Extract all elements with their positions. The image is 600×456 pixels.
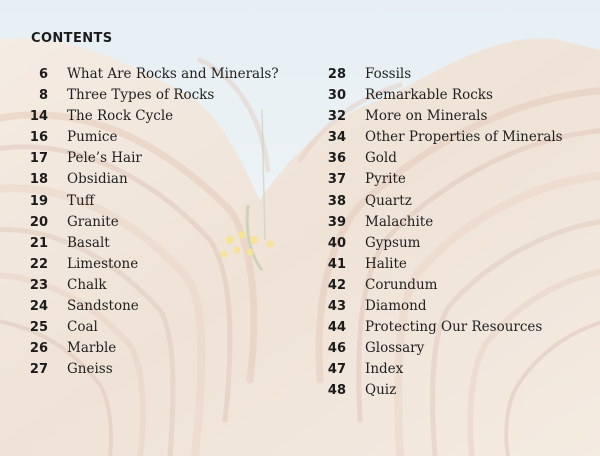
- toc-entry-title: Diamond: [365, 298, 427, 315]
- toc-entry: [322, 191, 563, 212]
- toc-page-number: 28: [327, 67, 346, 82]
- toc-page-number: 42: [327, 277, 346, 293]
- toc-page-number: 37: [327, 172, 346, 188]
- toc-entry: [24, 106, 279, 127]
- toc-entry: [322, 169, 563, 190]
- toc-entry: [24, 254, 279, 275]
- toc-entry-title: Pyrite: [365, 171, 406, 188]
- toc-entry-title: Protecting Our Resources: [365, 319, 543, 336]
- toc-entry-title: Coal: [67, 319, 98, 336]
- toc-page-number: 34: [327, 130, 346, 146]
- toc-entry: [322, 380, 563, 401]
- toc-entry: [322, 233, 563, 254]
- toc-entry-title: Quiz: [365, 382, 397, 399]
- toc-entry-title: Pumice: [67, 129, 118, 146]
- toc-entry: [24, 275, 279, 296]
- toc-entry: [24, 338, 279, 359]
- toc-entry: [24, 64, 279, 85]
- toc-entry: [24, 127, 279, 148]
- toc-page-number: 32: [327, 109, 346, 125]
- toc-entry-title: Gneiss: [67, 361, 113, 378]
- toc-entry: [24, 359, 279, 380]
- toc-entry-title: The Rock Cycle: [67, 108, 174, 125]
- toc-page-number: 20: [29, 214, 48, 230]
- toc-entry-title: Granite: [67, 213, 119, 230]
- contents-heading: CONTENTS: [31, 31, 113, 46]
- toc-entry: [322, 127, 563, 148]
- toc-entry-title: Sandstone: [67, 298, 139, 315]
- toc-page-number: 23: [29, 277, 48, 293]
- toc-page-number: 39: [327, 214, 346, 230]
- toc-page-number: 25: [29, 320, 48, 336]
- toc-entry: [24, 233, 279, 254]
- toc-page-number: 26: [29, 341, 48, 357]
- toc-page-number: 43: [327, 299, 346, 315]
- toc-page-number: 36: [327, 151, 346, 167]
- toc-entry-title: Index: [365, 361, 404, 378]
- toc-entry: [322, 359, 563, 380]
- toc-entry-title: Quartz: [365, 192, 412, 209]
- toc-entry-title: What Are Rocks and Minerals?: [67, 66, 279, 82]
- toc-entry-title: Basalt: [67, 234, 110, 251]
- toc-entry-title: Other Properties of Minerals: [365, 129, 563, 146]
- toc-entry-title: Three Types of Rocks: [67, 87, 215, 104]
- toc-page-number: 16: [29, 130, 48, 146]
- toc-entry: [322, 85, 563, 106]
- toc-page-number: 30: [327, 88, 346, 104]
- toc-page-number: 46: [327, 341, 346, 357]
- toc-entry-title: Tuff: [67, 192, 95, 209]
- toc-entry: [24, 317, 279, 338]
- toc-entry: [24, 191, 279, 212]
- toc-page-number: 14: [29, 109, 48, 125]
- toc-entry-title: Malachite: [365, 213, 434, 230]
- toc-entry-title: Glossary: [365, 340, 425, 357]
- toc-page-number: 6: [38, 67, 48, 82]
- toc-entry: [322, 106, 563, 127]
- toc-page-number: 38: [327, 193, 346, 209]
- toc-page-number: 21: [29, 235, 48, 251]
- toc-entry-title: Halite: [365, 255, 407, 272]
- toc-entry: [322, 338, 563, 359]
- toc-entry: [322, 148, 563, 169]
- toc-page-number: 47: [327, 362, 346, 378]
- toc-entry: [24, 148, 279, 169]
- toc-entry: [322, 296, 563, 317]
- toc-entry-title: Obsidian: [67, 171, 128, 188]
- toc-entry: [322, 212, 563, 233]
- toc-page-number: 40: [327, 235, 346, 251]
- toc-page-number: 41: [327, 256, 346, 272]
- toc-entry-title: Limestone: [67, 255, 139, 272]
- toc-entry: [24, 85, 279, 106]
- toc-page-number: 48: [327, 383, 346, 399]
- toc-page-number: 24: [29, 299, 48, 315]
- toc-page-number: 22: [29, 256, 48, 272]
- toc-entry-title: Remarkable Rocks: [365, 87, 493, 104]
- toc-entry-title: More on Minerals: [365, 108, 488, 125]
- toc-entry: [322, 64, 563, 85]
- toc-page-number: 44: [327, 320, 346, 336]
- toc-entry-title: Marble: [67, 340, 117, 357]
- toc-right-column: [322, 64, 563, 402]
- toc-entry: [322, 275, 563, 296]
- toc-entry-title: Chalk: [67, 276, 107, 293]
- toc-entry-title: Pele’s Hair: [67, 150, 142, 167]
- toc-page-number: 8: [38, 88, 48, 104]
- toc-entry: [322, 254, 563, 275]
- toc-page-number: 19: [29, 193, 48, 209]
- toc-entry: [24, 296, 279, 317]
- toc-page-number: 17: [29, 151, 48, 167]
- toc-entry-title: Corundum: [365, 276, 438, 293]
- toc-entry: [24, 212, 279, 233]
- toc-page-number: 18: [29, 172, 48, 188]
- toc-entry: [24, 169, 279, 190]
- toc-page-number: 27: [29, 362, 48, 378]
- toc-entry-title: Gold: [365, 150, 397, 167]
- toc-entry-title: Gypsum: [365, 234, 421, 251]
- toc-entry: [322, 317, 563, 338]
- toc-entry-title: Fossils: [365, 66, 412, 82]
- toc-left-column: [24, 64, 279, 380]
